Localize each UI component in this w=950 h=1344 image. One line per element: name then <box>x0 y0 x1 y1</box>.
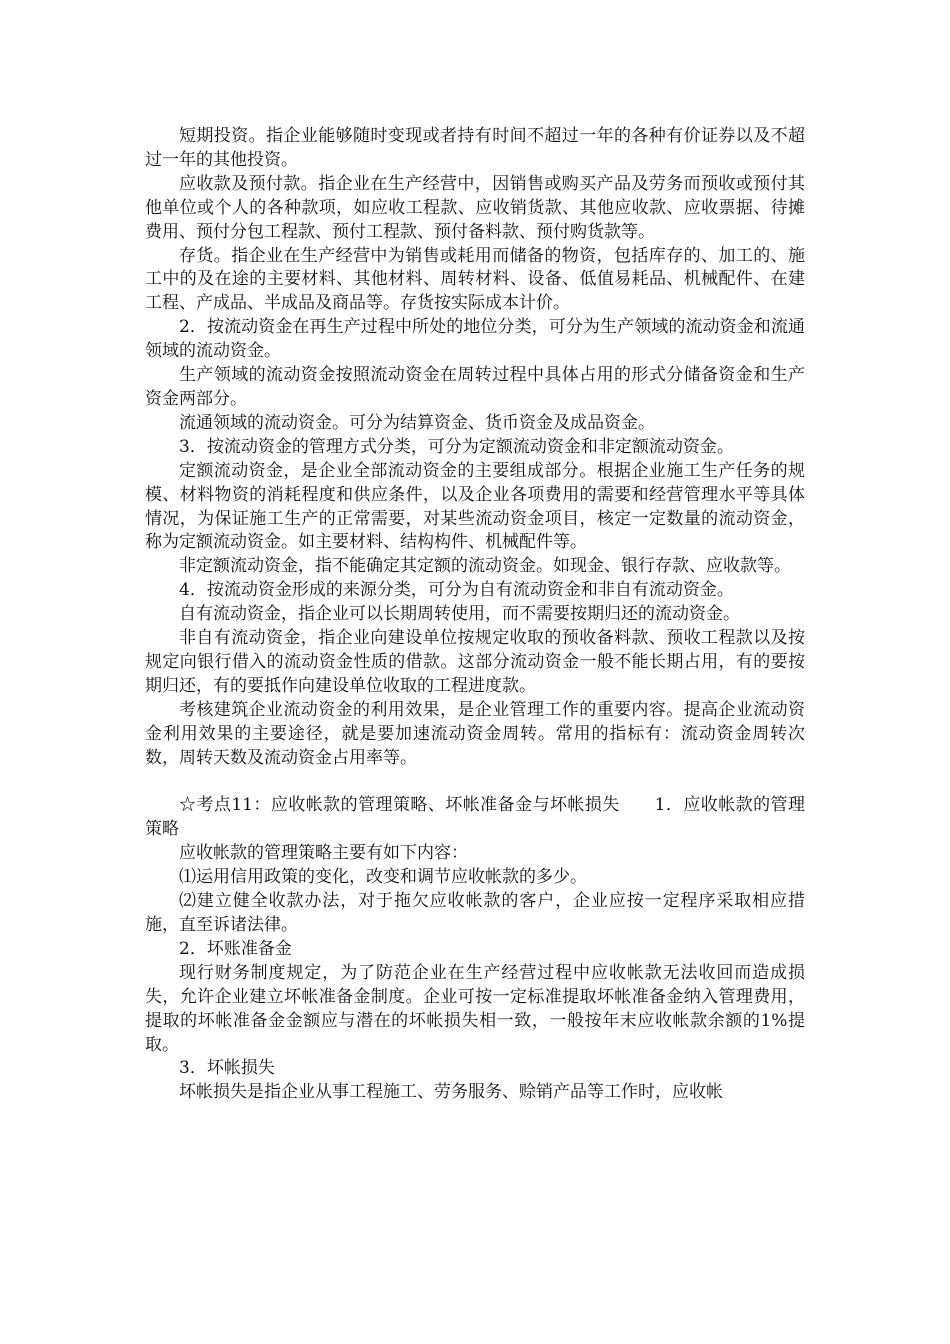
paragraph-bad-debt-loss: 坏帐损失是指企业从事工程施工、劳务服务、赊销产品等工作时，应收帐 <box>179 1082 723 1103</box>
paragraph-bad-debt-reserve: 现行财务制度规定，为了防范企业在生产经营过程中应收帐款无法收回而造成损失，允许企业建立坏帐准备金制度。企业可按一定标准提取坏帐准备金纳入管理费用，提取的坏帐准备金金额应与潜在的坏帐损失相一致，一般按年末应收帐款余额的1%提取。 <box>145 962 805 1055</box>
paragraph-classification-2: 2．按流动资金在再生产过程中所处的地位分类，可分为生产领域的流动资金和流通领域的流动资金。 <box>145 317 805 362</box>
paragraph-own-working-capital: 自有流动资金，指企业可以长期周转使用，而不需要按期归还的流动资金。 <box>179 604 740 625</box>
document-body <box>145 125 805 1105</box>
list-item-strategy-2: ⑵建立健全收款办法，对于拖欠应收帐款的客户，企业应按一定程序采取相应措施，直至诉诸法律。 <box>145 891 805 935</box>
paragraph-short-term-investment: 短期投资。指企业能够随时变现或者持有时间不超过一年的各种有价证券以及不超过一年的其他投资。 <box>145 126 805 170</box>
paragraph-spacer <box>145 770 805 794</box>
paragraph-classification-4: 4．按流动资金形成的来源分类，可分为自有流动资金和非自有流动资金。 <box>179 580 734 601</box>
paragraph-non-quota-working-capital: 非定额流动资金，指不能确定其定额的流动资金。如现金、银行存款、应收款等。 <box>179 556 791 577</box>
paragraph-production-field: 生产领域的流动资金按照流动资金在周转过程中具体占用的形式分储备资金和生产资金两部分。 <box>145 365 805 409</box>
paragraph-inventory: 存货。指企业在生产经营中为销售或耗用而储备的物资，包括库存的、加工的、施工中的及在途的主要材料、其他材料、周转材料、设备、低值易耗品、机械配件、在建工程、产成品、半成品及商品等。存货按实际成本计价。 <box>145 245 805 314</box>
paragraph-receivables-prepayments: 应收款及预付款。指企业在生产经营中，因销售或购买产品及劳务而预收或预付其他单位或个人的各种款项，如应收工程款、应收销货款、其他应收款、应收票据、待摊费用、预付分包工程款、预付工程款、预付备料款、预付购货款等。 <box>145 173 805 242</box>
paragraph-classification-3: 3．按流动资金的管理方式分类，可分为定额流动资金和非定额流动资金。 <box>179 436 734 457</box>
list-item-strategy-1: ⑴运用信用政策的变化，改变和调节应收帐款的多少。 <box>179 867 587 888</box>
section-heading-exam-point-11: ☆考点11：应收帐款的管理策略、坏帐准备金与坏帐损失 1．应收帐款的管理策略 <box>145 795 805 840</box>
subheading-bad-debt-reserve: 2．坏账准备金 <box>179 938 292 959</box>
paragraph-assessment: 考核建筑企业流动资金的利用效果，是企业管理工作的重要内容。提高企业流动资金利用效果的主要途径，就是要加速流动资金周转。常用的指标有：流动资金周转次数，周转天数及流动资金占用率等。 <box>145 699 805 768</box>
paragraph-strategy-intro: 应收帐款的管理策略主要有如下内容： <box>179 843 468 864</box>
paragraph-quota-working-capital: 定额流动资金，是企业全部流动资金的主要组成部分。根据企业施工生产任务的规模、材料物资的消耗程度和供应条件，以及企业各项费用的需要和经营管理水平等具体情况，为保证施工生产的正常需要，对某些流动资金项目，核定一定数量的流动资金，称为定额流动资金。如主要材料、结构构件、机械配件等。 <box>145 460 805 553</box>
paragraph-circulation-field: 流通领域的流动资金。可分为结算资金、货币资金及成品资金。 <box>179 412 655 433</box>
subheading-bad-debt-loss: 3．坏帐损失 <box>179 1058 275 1079</box>
paragraph-non-own-working-capital: 非自有流动资金，指企业向建设单位按规定收取的预收备料款、预收工程款以及按规定向银行借入的流动资金性质的借款。这部分流动资金一般不能长期占用，有的要按期归还，有的要抵作向建设单位收取的工程进度款。 <box>145 628 805 696</box>
